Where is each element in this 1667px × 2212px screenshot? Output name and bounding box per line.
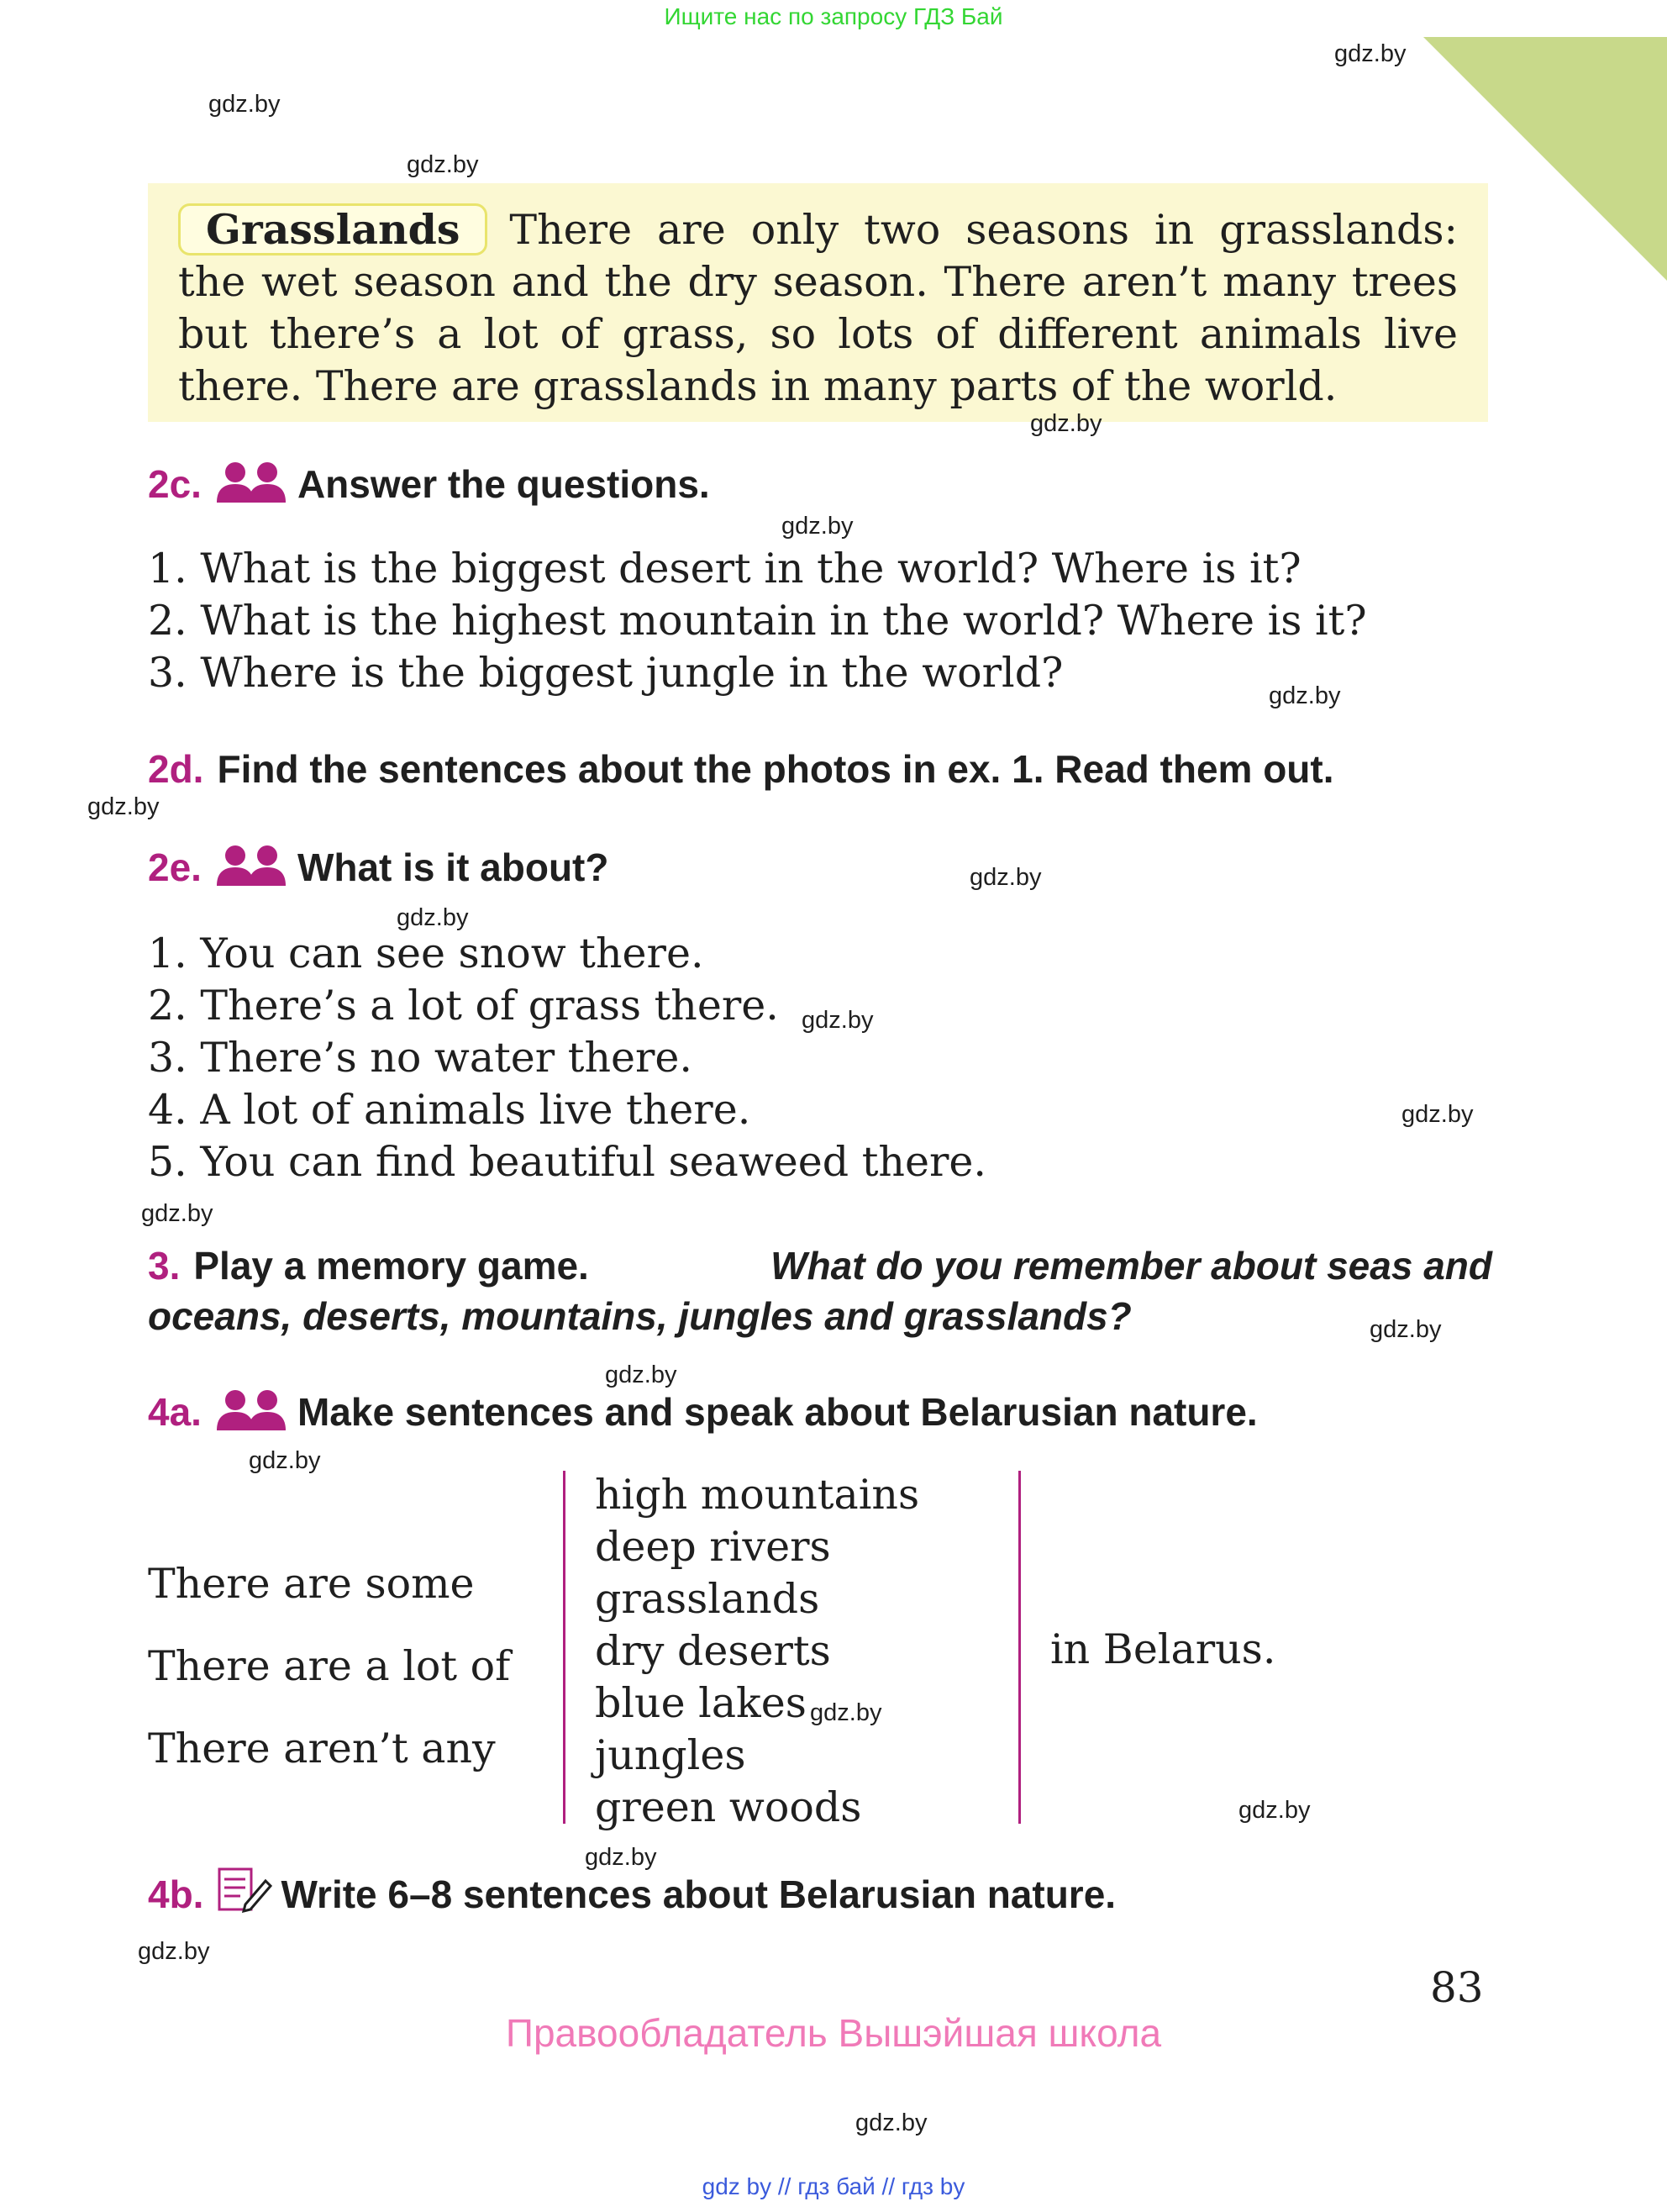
pair-work-icon xyxy=(215,461,289,512)
exercise-number: 3. xyxy=(148,1244,181,1288)
question-item: 2. What is the highest mountain in the world? Where is it? xyxy=(148,597,1367,645)
watermark: gdz.by xyxy=(138,1938,210,1965)
exercise-4b-heading xyxy=(148,1866,1116,1922)
pair-work-icon xyxy=(215,844,289,895)
pair-work-icon xyxy=(215,1388,289,1440)
exercise-title: Play a memory game. xyxy=(193,1244,589,1288)
watermark: gdz.by xyxy=(208,91,281,118)
question-item: 3. Where is the biggest jungle in the world? xyxy=(148,649,1064,697)
statement-item: 4. A lot of animals live there. xyxy=(148,1086,751,1134)
exercise-3-question-part-1: What do you remember about seas and xyxy=(770,1244,1492,1288)
exercise-2e-heading xyxy=(148,844,608,895)
watermark: gdz.by xyxy=(970,864,1042,891)
watermark: gdz.by xyxy=(605,1361,677,1388)
watermark: gdz.by xyxy=(249,1447,321,1474)
middle-phrase: high mountains xyxy=(595,1471,920,1519)
middle-phrase: grasslands xyxy=(595,1575,820,1623)
exercise-3-question-part-2: oceans, deserts, mountains, jungles and grasslands? xyxy=(148,1294,1132,1338)
exercise-4a-heading xyxy=(148,1388,1258,1440)
exercise-number: 2c. xyxy=(148,462,202,506)
middle-phrase: deep rivers xyxy=(595,1523,831,1571)
grasslands-info-box xyxy=(148,183,1488,422)
exercise-number: 2e. xyxy=(148,845,202,889)
watermark: gdz.by xyxy=(1334,40,1407,67)
grasslands-tag: Grasslands xyxy=(178,203,487,255)
statement-item: 3. There’s no water there. xyxy=(148,1034,693,1082)
exercise-2c-heading xyxy=(148,461,710,512)
exercise-3-title-group xyxy=(148,1240,589,1291)
table-middle-column xyxy=(595,1469,919,1834)
watermark: gdz.by xyxy=(802,1007,874,1034)
top-banner: Ищите нас по запросу ГДЗ Бай xyxy=(664,3,1003,29)
watermark: gdz.by xyxy=(1401,1101,1474,1128)
question-item: 1. What is the biggest desert in the world? Where is it? xyxy=(148,545,1302,592)
watermark: gdz.by xyxy=(141,1200,213,1227)
exercise-number: 2d. xyxy=(148,747,204,791)
statement-item: 2. There’s a lot of grass there. xyxy=(148,982,779,1030)
statement-item: 5. You can find beautiful seaweed there. xyxy=(148,1138,986,1186)
exercise-number: 4a. xyxy=(148,1390,202,1434)
left-phrase: There are a lot of xyxy=(148,1642,511,1690)
watermark: gdz.by xyxy=(1269,682,1341,709)
watermark: gdz.by xyxy=(855,2109,928,2136)
watermark: gdz.by xyxy=(585,1844,657,1871)
statement-item: 1. You can see snow there. xyxy=(148,930,704,977)
bottom-links[interactable]: gdz by // гдз бай // гдз by xyxy=(702,2173,965,2199)
watermark: gdz.by xyxy=(407,151,479,178)
table-divider-left xyxy=(563,1471,565,1824)
exercise-title: Find the sentences about the photos in ex. 1. Read them out. xyxy=(217,747,1334,791)
watermark: gdz.by xyxy=(397,904,469,931)
watermark: gdz.by xyxy=(1238,1797,1311,1824)
exercise-2c-questions xyxy=(148,543,1367,699)
watermark: gdz.by xyxy=(87,793,160,820)
table-left-column xyxy=(148,1543,510,1790)
watermark: gdz.by xyxy=(781,513,854,540)
page-number: 83 xyxy=(1430,1963,1484,2012)
watermark: gdz.by xyxy=(810,1699,882,1726)
exercise-3-heading xyxy=(148,1240,1492,1341)
middle-phrase: jungles xyxy=(595,1731,746,1779)
exercise-title: What is it about? xyxy=(297,845,609,889)
table-divider-right xyxy=(1018,1471,1021,1824)
left-phrase: There are some xyxy=(148,1560,475,1608)
watermark: gdz.by xyxy=(1030,410,1102,437)
exercise-2e-items xyxy=(148,928,986,1188)
table-right-phrase: in Belarus. xyxy=(1050,1625,1276,1673)
grasslands-paragraph: There are only two seasons in grasslands: the wet season and the dry season. There aren’t many trees but there’s a lot of grass, so lots of different animals live there. There are grasslands in many parts of the world. xyxy=(178,206,1458,410)
exercise-title: Make sentences and speak about Belarusian nature. xyxy=(297,1390,1258,1434)
writing-icon xyxy=(217,1866,272,1922)
copyright-footer: Правообладатель Вышэйшая школа xyxy=(505,2011,1162,2055)
exercise-title: Write 6–8 sentences about Belarusian nature. xyxy=(281,1872,1117,1916)
grasslands-text xyxy=(178,203,1458,413)
exercise-3-line-1 xyxy=(148,1240,1492,1291)
watermark: gdz.by xyxy=(1370,1316,1442,1343)
exercise-title: Answer the questions. xyxy=(297,462,710,506)
middle-phrase: blue lakes xyxy=(595,1679,807,1727)
left-phrase: There aren’t any xyxy=(148,1725,496,1772)
exercise-2d-heading xyxy=(148,746,1334,792)
middle-phrase: green woods xyxy=(595,1783,862,1831)
middle-phrase: dry deserts xyxy=(595,1627,831,1675)
exercise-number: 4b. xyxy=(148,1872,204,1916)
